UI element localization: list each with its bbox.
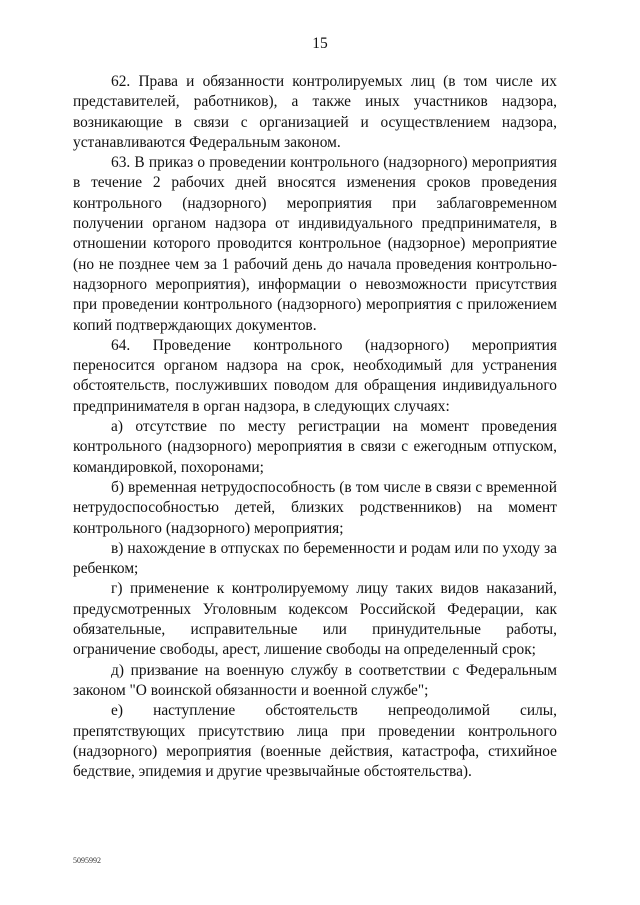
list-item-g: г) применение к контролируемому лицу таких видов наказаний, предусмотренных Уголовным кодексом Российской Федерации, как обязательные, исправительные или принудительные работы, ограничение свободы, арест, лишение свободы на определенный срок; [73, 580, 557, 659]
list-item-a: а) отсутствие по месту регистрации на момент проведения контрольного (надзорного) мероприятия в связи с ежегодным отпуском, командировкой, похоронами; [73, 418, 557, 476]
list-item-b: б) временная нетрудоспособность (в том числе в связи с временной нетрудоспособностью детей, близких родственников) на момент контрольного (надзорного) мероприятия; [73, 478, 557, 537]
footer-document-code: 5095992 [73, 856, 101, 865]
list-item-e: е) наступление обстоятельств непреодолимой силы, препятствующих присутствию лица при проведении контрольного (надзорного) мероприятия (военные действия, катастрофа, стихийное бедствие, эпидемия и другие чрезвычайные обстоятельства). [73, 702, 557, 781]
paragraph-62: 62. Права и обязанности контролируемых лиц (в том числе их представителей, работников), а также иных участников надзора, возникающие в связи с организацией и осуществлением надзора, устанавливаются Федеральным законом. [73, 73, 557, 151]
page-number: 15 [312, 35, 328, 52]
list-item-v: в) нахождение в отпусках по беременности и родам или по уходу за ребенком; [73, 539, 557, 578]
list-item-d: д) призвание на военную службу в соответствии с Федеральным законом "О воинской обязанности и военной службе"; [73, 661, 557, 699]
paragraph-63: 63. В приказ о проведении контрольного (надзорного) мероприятия в течение 2 рабочих дней вносятся изменения сроков проведения контрольного (надзорного) мероприятия при заблаговременном получении органом надзора от индивидуального предпринимателя, в отношении которого проводится контрольное (надзорное) мероприятие (но не позднее чем за 1 рабочий день до начала проведения контрольно-надзорного мероприятия), информации о невозможности присутствия при проведении контрольного (надзорного) мероприятия с приложением копий подтверждающих документов. [73, 154, 557, 334]
paragraph-64: 64. Проведение контрольного (надзорного) мероприятия переносится органом надзора на срок, необходимый для устранения обстоятельств, послуживших поводом для обращения индивидуального предпринимателя в орган надзора, в следующих случаях: [73, 336, 557, 415]
document-body [73, 72, 557, 782]
